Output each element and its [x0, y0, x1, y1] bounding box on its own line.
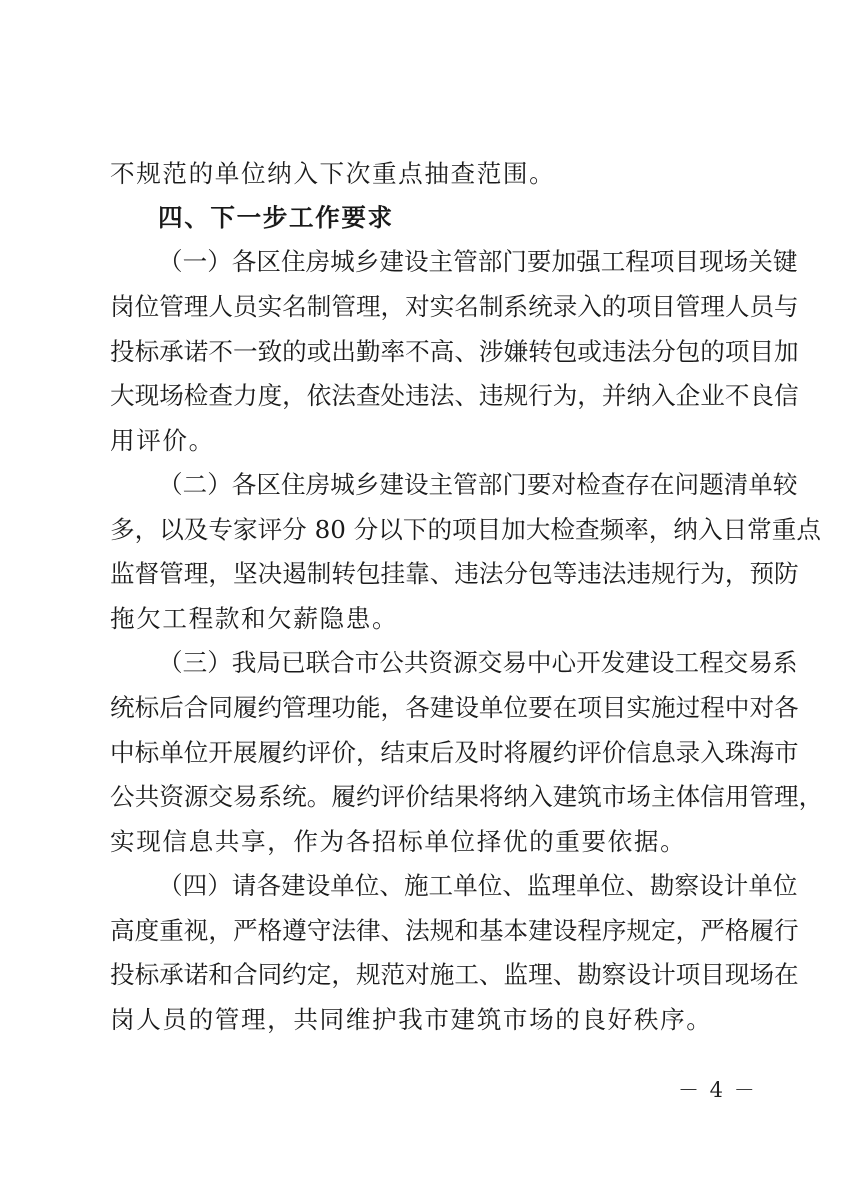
text-line: （四）请各建设单位、施工单位、监理单位、勘察设计单位	[158, 871, 798, 900]
text-line: （二）各区住房城乡建设主管部门要对检查存在问题清单较	[158, 470, 798, 499]
text-line: （三）我局已联合市公共资源交易中心开发建设工程交易系	[158, 648, 798, 677]
text-line: 不规范的单位纳入下次重点抽查范围。	[110, 159, 556, 188]
text-line: 监督管理，坚决遏制转包挂靠、违法分包等违法违规行为，预防	[110, 559, 799, 588]
text-line: 实现信息共享，作为各招标单位择优的重要依据。	[110, 827, 687, 856]
text-line: 公共资源交易系统。履约评价结果将纳入建筑市场主体信用管理，	[110, 782, 824, 811]
text-line: 高度重视，严格遵守法律、法规和基本建设程序规定，严格履行	[110, 916, 799, 945]
page-number: － 4 －	[678, 1078, 757, 1102]
text-line: 投标承诺不一致的或出勤率不高、涉嫌转包或违法分包的项目加	[110, 337, 799, 366]
text-line: 拖欠工程款和欠薪隐患。	[110, 604, 399, 633]
text-line: 用评价。	[110, 426, 215, 455]
text-line: 多，以及专家评分 80 分以下的项目加大检查频率，纳入日常重点	[110, 515, 821, 544]
text-line: 统标后合同履约管理功能，各建设单位要在项目实施过程中对各	[110, 693, 799, 722]
text-line: 大现场检查力度，依法查处违法、违规行为，并纳入企业不良信	[110, 381, 799, 410]
text-line: 中标单位开展履约评价，结束后及时将履约评价信息录入珠海市	[110, 738, 799, 767]
text-line: 岗位管理人员实名制管理，对实名制系统录入的项目管理人员与	[110, 292, 799, 321]
section-heading: 四、下一步工作要求	[158, 203, 394, 232]
text-line: 投标承诺和合同约定，规范对施工、监理、勘察设计项目现场在	[110, 960, 799, 989]
text-line: 岗人员的管理，共同维护我市建筑市场的良好秩序。	[110, 1005, 713, 1034]
text-line: （一）各区住房城乡建设主管部门要加强工程项目现场关键	[158, 247, 798, 276]
